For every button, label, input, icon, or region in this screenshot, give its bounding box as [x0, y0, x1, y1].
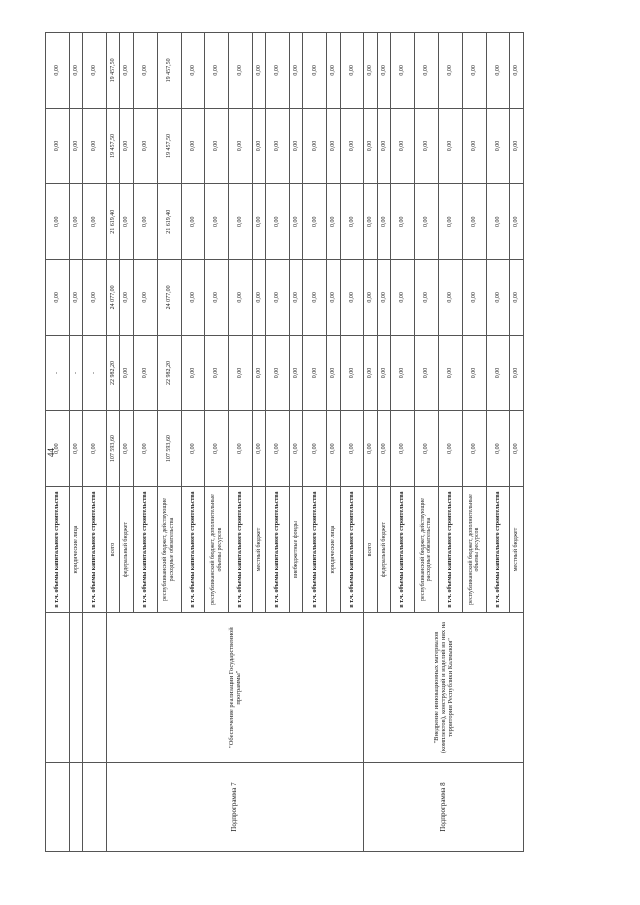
value-cell: 24 077,00	[157, 260, 181, 336]
value-cell: 0,00	[303, 411, 327, 487]
funding-source-cell: в т.ч. объемы капитального строительства	[181, 487, 205, 613]
value-cell: 0,00	[377, 335, 391, 411]
table-row	[106, 33, 120, 852]
value-cell: 0,00	[69, 33, 83, 109]
value-cell: 0,00	[133, 411, 157, 487]
value-cell: 0,00	[83, 108, 107, 184]
value-cell: 0,00	[438, 260, 462, 336]
value-cell: 0,00	[133, 108, 157, 184]
value-cell: 0,00	[205, 108, 229, 184]
value-cell: 19 457,50	[106, 33, 120, 109]
value-cell: 0,00	[252, 108, 266, 184]
value-cell: 107 593,60	[157, 411, 181, 487]
value-cell: 0,00	[391, 184, 415, 260]
value-cell: 0,00	[266, 335, 290, 411]
value-cell: 0,00	[46, 411, 70, 487]
value-cell: 0,00	[133, 260, 157, 336]
funding-source-cell: всего	[106, 487, 120, 613]
value-cell: 0,00	[486, 260, 510, 336]
value-cell: 0,00	[364, 260, 378, 336]
funding-source-cell: федеральный бюджет	[120, 487, 134, 613]
value-cell: 0,00	[46, 108, 70, 184]
subprogram-title: Подпрограмма 8	[364, 763, 524, 852]
value-cell: 0,00	[438, 411, 462, 487]
subprogram-name: "Внедрение инновационных материалов (комплектов), конструкций и изделий из них на территории Республики Калмыкия"	[364, 613, 524, 763]
value-cell: 0,00	[391, 335, 415, 411]
value-cell: 0,00	[120, 335, 134, 411]
value-cell: 0,00	[205, 33, 229, 109]
funding-source-cell: местный бюджет	[252, 487, 266, 613]
value-cell: 0,00	[303, 260, 327, 336]
value-cell: 0,00	[377, 260, 391, 336]
value-cell: 0,00	[303, 33, 327, 109]
funding-source-cell: в т.ч. объемы капитального строительства	[340, 487, 364, 613]
value-cell: 0,00	[510, 33, 524, 109]
value-cell: 0,00	[205, 260, 229, 336]
value-cell: 0,00	[120, 33, 134, 109]
value-cell: 0,00	[510, 335, 524, 411]
funding-source-cell: внебюджетные фонды	[289, 487, 303, 613]
value-cell: 0,00	[266, 33, 290, 109]
value-cell: 0,00	[462, 33, 486, 109]
funding-source-cell: в т.ч. объемы капитального строительства	[266, 487, 290, 613]
value-cell: 19 457,50	[157, 108, 181, 184]
value-cell: 0,00	[510, 260, 524, 336]
value-cell: -	[69, 335, 83, 411]
value-cell: 0,00	[415, 260, 439, 336]
value-cell: 0,00	[229, 184, 253, 260]
value-cell: 0,00	[377, 184, 391, 260]
funding-source-cell: республиканский бюджет, действующие расходные обязательства	[157, 487, 181, 613]
value-cell: 0,00	[69, 260, 83, 336]
page-number: 44	[46, 448, 56, 457]
value-cell: 0,00	[327, 33, 341, 109]
value-cell: 0,00	[83, 184, 107, 260]
value-cell: 0,00	[462, 260, 486, 336]
value-cell: 0,00	[181, 184, 205, 260]
value-cell: 0,00	[415, 411, 439, 487]
table-row	[46, 33, 70, 852]
table-row	[364, 33, 378, 852]
budget-table	[45, 32, 524, 852]
value-cell: 0,00	[83, 33, 107, 109]
value-cell: 0,00	[415, 33, 439, 109]
value-cell: 0,00	[364, 108, 378, 184]
funding-source-cell: республиканский бюджет, действующие расходные обязательства	[415, 487, 439, 613]
funding-source-cell: республиканский бюджет, дополнительные объемы ресурсов	[462, 487, 486, 613]
value-cell: 0,00	[252, 335, 266, 411]
value-cell: 0,00	[486, 184, 510, 260]
value-cell: 0,00	[377, 108, 391, 184]
value-cell: 0,00	[120, 260, 134, 336]
value-cell: 0,00	[133, 184, 157, 260]
value-cell: 0,00	[438, 108, 462, 184]
value-cell: 0,00	[229, 33, 253, 109]
value-cell: 0,00	[266, 108, 290, 184]
value-cell: 0,00	[205, 335, 229, 411]
value-cell: 0,00	[510, 411, 524, 487]
rotated-page	[45, 32, 524, 852]
value-cell: 0,00	[327, 260, 341, 336]
value-cell: 0,00	[181, 411, 205, 487]
funding-source-cell: в т.ч. объемы капитального строительства	[391, 487, 415, 613]
value-cell: 107 593,60	[106, 411, 120, 487]
value-cell: 0,00	[486, 33, 510, 109]
value-cell: 0,00	[327, 184, 341, 260]
value-cell: 0,00	[415, 184, 439, 260]
value-cell: 19 457,50	[106, 108, 120, 184]
value-cell: 0,00	[289, 108, 303, 184]
subprogram-cell-empty	[46, 763, 70, 852]
value-cell: 0,00	[364, 184, 378, 260]
value-cell: 0,00	[266, 184, 290, 260]
funding-source-cell: республиканский бюджет, дополнительные объемы ресурсов	[205, 487, 229, 613]
value-cell: 0,00	[462, 411, 486, 487]
funding-source-cell: всего	[364, 487, 378, 613]
value-cell: 0,00	[303, 335, 327, 411]
value-cell: 0,00	[391, 33, 415, 109]
value-cell: 0,00	[133, 33, 157, 109]
value-cell: 0,00	[303, 184, 327, 260]
value-cell: 0,00	[415, 108, 439, 184]
value-cell: 0,00	[486, 108, 510, 184]
value-cell: 0,00	[340, 411, 364, 487]
name-cell-empty	[83, 613, 107, 763]
funding-source-cell: федеральный бюджет	[377, 487, 391, 613]
value-cell: 0,00	[340, 260, 364, 336]
value-cell: 0,00	[83, 260, 107, 336]
value-cell: 0,00	[289, 260, 303, 336]
value-cell: 0,00	[69, 184, 83, 260]
funding-source-cell: в т.ч. объемы капитального строительства	[438, 487, 462, 613]
value-cell: 22 982,20	[106, 335, 120, 411]
subprogram-cell-empty	[83, 763, 107, 852]
value-cell: 0,00	[327, 108, 341, 184]
value-cell: 0,00	[340, 184, 364, 260]
value-cell: 0,00	[462, 184, 486, 260]
value-cell: 0,00	[266, 260, 290, 336]
value-cell: 0,00	[289, 411, 303, 487]
value-cell: 0,00	[415, 335, 439, 411]
value-cell: 0,00	[69, 108, 83, 184]
value-cell: 0,00	[181, 108, 205, 184]
value-cell: 0,00	[252, 33, 266, 109]
value-cell: 0,00	[252, 184, 266, 260]
value-cell: 0,00	[303, 108, 327, 184]
value-cell: 0,00	[462, 335, 486, 411]
funding-source-cell: в т.ч. объемы капитального строительства	[229, 487, 253, 613]
value-cell: 0,00	[340, 335, 364, 411]
value-cell: 0,00	[364, 335, 378, 411]
funding-source-cell: в т.ч. объемы капитального строительства	[486, 487, 510, 613]
funding-source-cell: в т.ч. объемы капитального строительства	[46, 487, 70, 613]
value-cell: 0,00	[252, 411, 266, 487]
value-cell: 0,00	[391, 411, 415, 487]
value-cell: 0,00	[120, 411, 134, 487]
value-cell: 0,00	[133, 335, 157, 411]
value-cell: 0,00	[69, 411, 83, 487]
value-cell: 0,00	[377, 33, 391, 109]
value-cell: 0,00	[46, 184, 70, 260]
value-cell: 0,00	[252, 260, 266, 336]
funding-source-cell: юридические лица	[327, 487, 341, 613]
value-cell: 0,00	[340, 108, 364, 184]
value-cell: 0,00	[205, 411, 229, 487]
value-cell: 0,00	[229, 335, 253, 411]
value-cell: 0,00	[289, 33, 303, 109]
value-cell: 0,00	[391, 108, 415, 184]
value-cell: 0,00	[229, 260, 253, 336]
funding-source-cell: юридические лица	[69, 487, 83, 613]
value-cell: 24 077,00	[106, 260, 120, 336]
value-cell: 0,00	[327, 335, 341, 411]
table-row	[83, 33, 107, 852]
value-cell: 0,00	[486, 335, 510, 411]
name-cell-empty	[46, 613, 70, 763]
value-cell: 0,00	[510, 108, 524, 184]
value-cell: 0,00	[289, 184, 303, 260]
name-cell-empty	[69, 613, 83, 763]
value-cell: 21 619,40	[157, 184, 181, 260]
funding-source-cell: в т.ч. объемы капитального строительства	[133, 487, 157, 613]
value-cell: 0,00	[438, 184, 462, 260]
value-cell: 0,00	[229, 411, 253, 487]
value-cell: 0,00	[181, 335, 205, 411]
value-cell: 0,00	[364, 411, 378, 487]
value-cell: 0,00	[120, 108, 134, 184]
value-cell: 0,00	[205, 184, 229, 260]
value-cell: 0,00	[120, 184, 134, 260]
value-cell: 19 457,50	[157, 33, 181, 109]
value-cell: 0,00	[438, 33, 462, 109]
subprogram-name: "Обеспечение реализации Государственной программы"	[106, 613, 363, 763]
value-cell: 0,00	[438, 335, 462, 411]
value-cell: -	[46, 335, 70, 411]
value-cell: 0,00	[289, 335, 303, 411]
value-cell: 0,00	[83, 411, 107, 487]
value-cell: 0,00	[181, 260, 205, 336]
funding-source-cell: в т.ч. объемы капитального строительства	[83, 487, 107, 613]
value-cell: 0,00	[364, 33, 378, 109]
value-cell: 0,00	[340, 33, 364, 109]
table-row	[69, 33, 83, 852]
value-cell: 22 982,20	[157, 335, 181, 411]
value-cell: 0,00	[462, 108, 486, 184]
value-cell: 0,00	[46, 33, 70, 109]
value-cell: 0,00	[486, 411, 510, 487]
subprogram-title: Подпрограмма 7	[106, 763, 363, 852]
subprogram-cell-empty	[69, 763, 83, 852]
value-cell: 0,00	[46, 260, 70, 336]
funding-source-cell: местный бюджет	[510, 487, 524, 613]
value-cell: 0,00	[181, 33, 205, 109]
value-cell: 0,00	[377, 411, 391, 487]
value-cell: -	[83, 335, 107, 411]
funding-source-cell: в т.ч. объемы капитального строительства	[303, 487, 327, 613]
value-cell: 0,00	[391, 260, 415, 336]
value-cell: 0,00	[510, 184, 524, 260]
value-cell: 21 619,40	[106, 184, 120, 260]
value-cell: 0,00	[327, 411, 341, 487]
value-cell: 0,00	[266, 411, 290, 487]
value-cell: 0,00	[229, 108, 253, 184]
